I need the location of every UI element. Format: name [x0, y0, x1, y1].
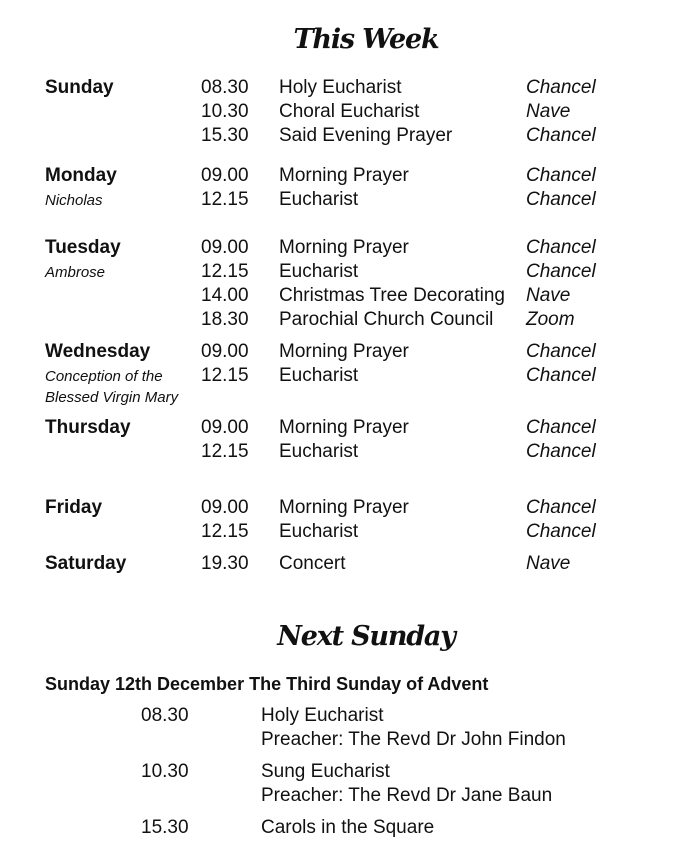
service-location: Chancel: [526, 365, 596, 386]
service-name: Morning Prayer: [279, 497, 409, 518]
service-time: 12.15: [201, 441, 249, 462]
service-time: 18.30: [201, 309, 249, 330]
service-time: 12.15: [201, 365, 249, 386]
service-location: Chancel: [526, 341, 596, 362]
service-time: 10.30: [141, 761, 189, 782]
service-name: Christmas Tree Decorating: [279, 285, 505, 306]
service-location: Nave: [526, 101, 571, 122]
service-name: Eucharist: [279, 189, 359, 210]
day-friday: Friday: [45, 497, 103, 518]
service-name: Eucharist: [279, 365, 359, 386]
service-time: 12.15: [201, 521, 249, 542]
service-name: Morning Prayer: [279, 165, 409, 186]
day-saint: Nicholas: [45, 192, 103, 209]
service-time: 12.15: [201, 189, 249, 210]
service-name: Holy Eucharist: [261, 705, 384, 726]
service-location: Chancel: [526, 417, 596, 438]
service-time: 14.00: [201, 285, 249, 306]
next-sunday-heading: Sunday 12th December The Third Sunday of Advent: [45, 674, 489, 694]
service-name: Morning Prayer: [279, 237, 409, 258]
service-location: Chancel: [526, 441, 596, 462]
service-location: Zoom: [526, 309, 575, 330]
service-time: 09.00: [201, 497, 249, 518]
service-name: Morning Prayer: [279, 417, 409, 438]
service-name: Sung Eucharist: [261, 761, 390, 782]
service-location: Chancel: [526, 521, 596, 542]
service-time: 09.00: [201, 341, 249, 362]
service-time: 09.00: [201, 165, 249, 186]
service-time: 15.30: [201, 125, 249, 146]
service-name: Parochial Church Council: [279, 309, 494, 330]
service-location: Chancel: [526, 237, 596, 258]
service-time: 08.30: [141, 705, 189, 726]
service-location: Nave: [526, 285, 571, 306]
service-name: Morning Prayer: [279, 341, 409, 362]
day-tuesday: Tuesday: [45, 237, 121, 258]
service-time: 10.30: [201, 101, 249, 122]
preacher: Preacher: The Revd Dr Jane Baun: [261, 785, 553, 806]
preacher: Preacher: The Revd Dr John Findon: [261, 729, 566, 750]
day-sunday: Sunday: [45, 77, 114, 98]
next-sunday-title: Next Sunday: [277, 621, 455, 652]
day-saturday: Saturday: [45, 553, 127, 574]
service-location: Chancel: [526, 165, 596, 186]
service-name: Holy Eucharist: [279, 77, 402, 98]
service-time: 15.30: [141, 817, 189, 838]
service-name: Eucharist: [279, 521, 359, 542]
service-location: Chancel: [526, 77, 596, 98]
service-time: 08.30: [201, 77, 249, 98]
service-name: Choral Eucharist: [279, 101, 420, 122]
service-time: 09.00: [201, 417, 249, 438]
service-name: Concert: [279, 553, 346, 574]
service-name: Carols in the Square: [261, 817, 435, 838]
day-thursday: Thursday: [45, 417, 131, 438]
service-time: 09.00: [201, 237, 249, 258]
day-saint: Ambrose: [45, 264, 106, 281]
day-saint: Blessed Virgin Mary: [45, 389, 179, 406]
service-time: 12.15: [201, 261, 249, 282]
service-name: Eucharist: [279, 261, 359, 282]
day-monday: Monday: [45, 165, 117, 186]
service-location: Chancel: [526, 497, 596, 518]
service-location: Chancel: [526, 261, 596, 282]
service-location: Chancel: [526, 189, 596, 210]
service-time: 19.30: [201, 553, 249, 574]
service-name: Eucharist: [279, 441, 359, 462]
day-wednesday: Wednesday: [45, 341, 151, 362]
service-name: Said Evening Prayer: [279, 125, 453, 146]
service-location: Chancel: [526, 125, 596, 146]
day-saint: Conception of the: [45, 368, 163, 385]
service-location: Nave: [526, 553, 571, 574]
this-week-title: This Week: [293, 24, 439, 55]
